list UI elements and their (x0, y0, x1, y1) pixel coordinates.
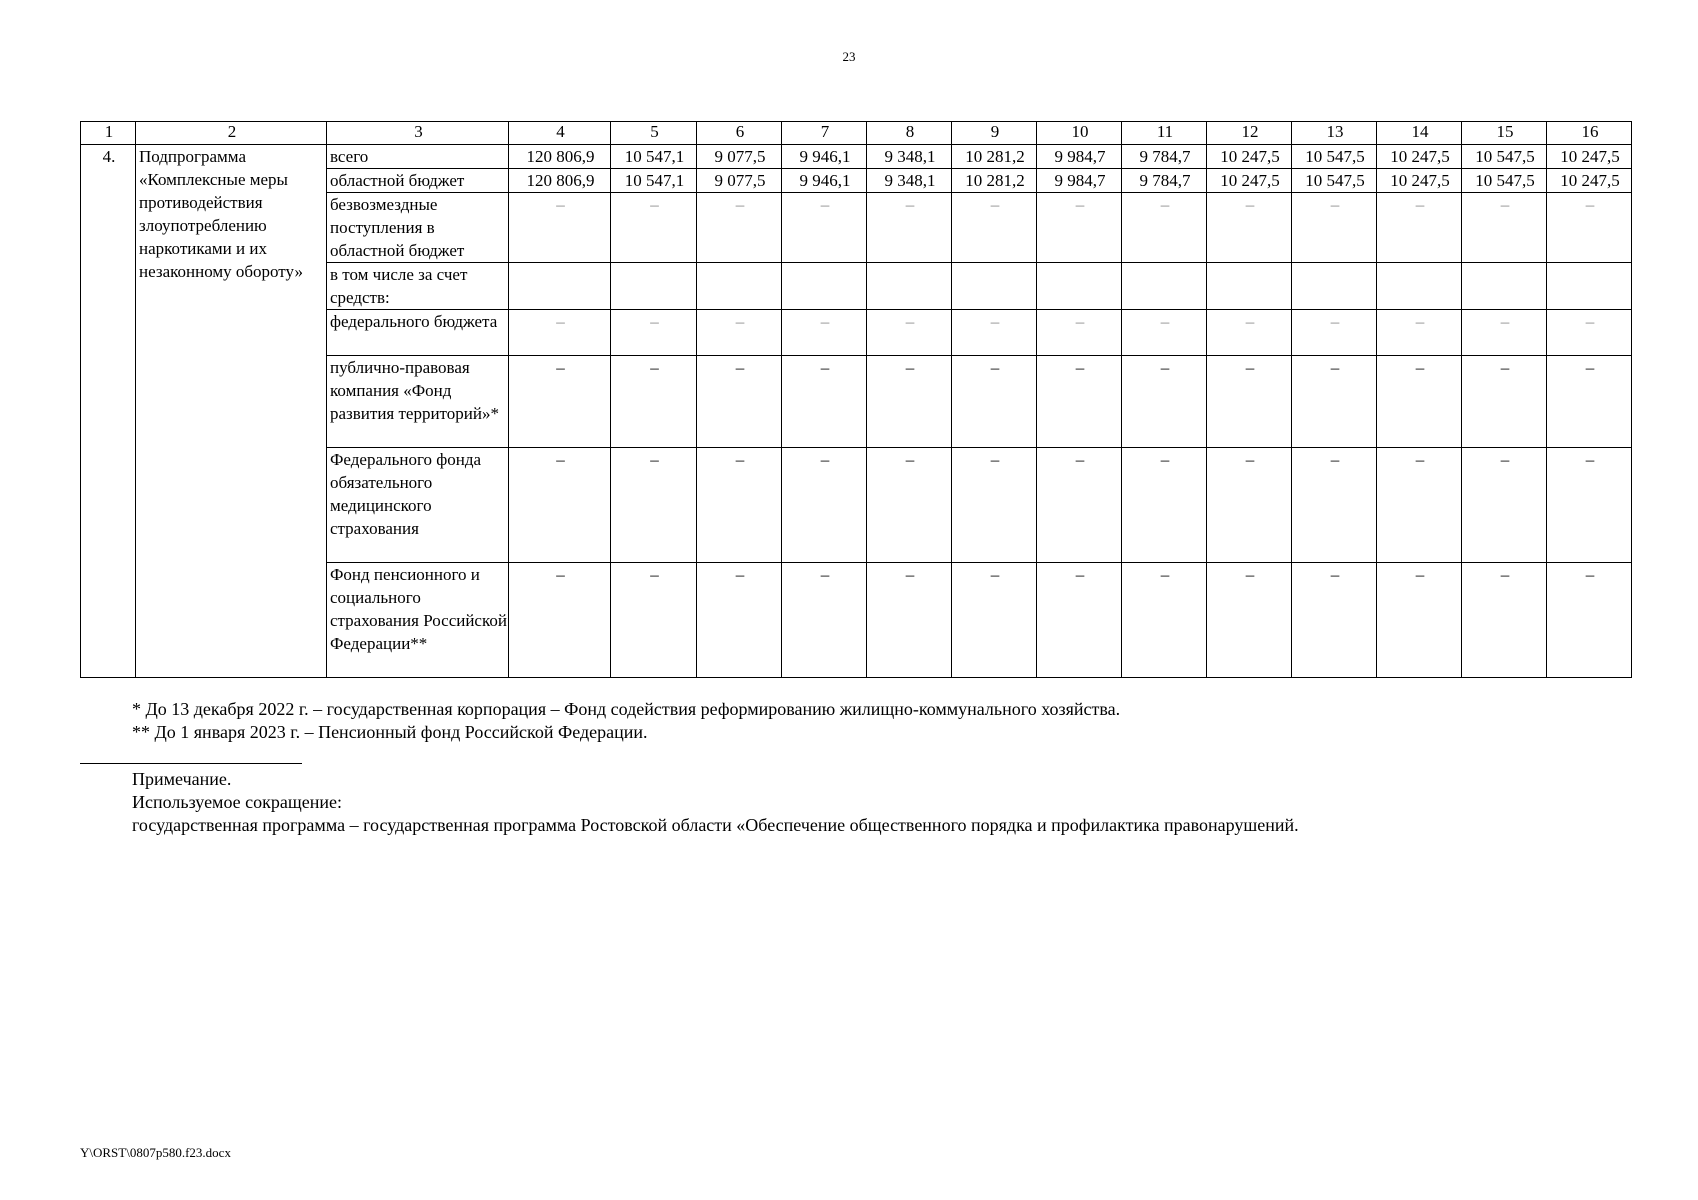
dash-cell: – (867, 356, 952, 448)
dash-cell: – (697, 356, 782, 448)
value-cell: 9 784,7 (1122, 145, 1207, 169)
value-cell: 10 247,5 (1207, 169, 1292, 193)
header-cell: 12 (1207, 122, 1292, 145)
value-cell: 9 784,7 (1122, 169, 1207, 193)
dash-cell: – (1547, 310, 1632, 356)
program-name: Подпрограмма «Комплексные меры противодействия злоупотреблению наркотиками и их незаконному обороту» (136, 145, 327, 678)
value-cell: 10 247,5 (1377, 169, 1462, 193)
empty-cell (952, 263, 1037, 310)
dash-cell: – (952, 310, 1037, 356)
dash-cell: – (867, 193, 952, 263)
dash-cell: – (782, 193, 867, 263)
dash-cell: – (1037, 448, 1122, 563)
header-cell: 4 (509, 122, 611, 145)
empty-cell (1037, 263, 1122, 310)
row-number: 4. (81, 145, 136, 678)
source-label: безвозмездные поступления в областной бюджет (327, 193, 509, 263)
dash-cell: – (1547, 356, 1632, 448)
dash-cell: – (867, 448, 952, 563)
table-row (81, 145, 1632, 169)
dash-cell: – (952, 356, 1037, 448)
empty-cell (1377, 263, 1462, 310)
footnote-1: * До 13 декабря 2022 г. – государственная корпорация – Фонд содействия реформированию жилищно-коммунального хозяйства. (132, 699, 1121, 719)
empty-cell (611, 263, 697, 310)
page-number: 23 (842, 49, 856, 64)
dash-cell: – (1292, 310, 1377, 356)
dash-cell: – (1292, 563, 1377, 678)
value-cell: 9 946,1 (782, 145, 867, 169)
dash-cell: – (509, 193, 611, 263)
empty-cell (509, 263, 611, 310)
value-cell: 9 348,1 (867, 145, 952, 169)
value-cell: 10 247,5 (1377, 145, 1462, 169)
note-text: государственная программа – государственная программа Ростовской области «Обеспечение общественного порядка и профилактика правонарушений. (132, 815, 1299, 835)
source-label: всего (327, 145, 509, 169)
source-label: Федерального фонда обязательного медицинского страхования (327, 448, 509, 563)
note-title: Примечание. (132, 769, 232, 789)
dash-cell: – (509, 563, 611, 678)
dash-cell: – (1207, 356, 1292, 448)
dash-cell: – (1122, 193, 1207, 263)
dash-cell: – (952, 563, 1037, 678)
empty-cell (1292, 263, 1377, 310)
source-label: в том числе за счет средств: (327, 263, 509, 310)
dash-cell: – (697, 448, 782, 563)
header-cell: 16 (1547, 122, 1632, 145)
dash-cell: – (1207, 448, 1292, 563)
empty-cell (1547, 263, 1632, 310)
dash-cell: – (1377, 310, 1462, 356)
value-cell: 10 547,5 (1292, 145, 1377, 169)
header-cell: 9 (952, 122, 1037, 145)
dash-cell: – (1292, 448, 1377, 563)
dash-cell: – (1462, 563, 1547, 678)
dash-cell: – (611, 563, 697, 678)
source-label: областной бюджет (327, 169, 509, 193)
value-cell: 10 281,2 (952, 169, 1037, 193)
dash-cell: – (1207, 193, 1292, 263)
dash-cell: – (611, 356, 697, 448)
value-cell: 10 247,5 (1547, 169, 1632, 193)
empty-cell (1207, 263, 1292, 310)
dash-cell: – (1122, 448, 1207, 563)
dash-cell: – (1122, 310, 1207, 356)
dash-cell: – (782, 356, 867, 448)
source-label: федерального бюджета (327, 310, 509, 356)
empty-cell (1462, 263, 1547, 310)
source-label: Фонд пенсионного и социального страхования Российской Федерации** (327, 563, 509, 678)
dash-cell: – (867, 563, 952, 678)
dash-cell: – (782, 563, 867, 678)
dash-cell: – (1037, 193, 1122, 263)
source-label: публично-правовая компания «Фонд развития территорий»* (327, 356, 509, 448)
value-cell: 10 281,2 (952, 145, 1037, 169)
empty-cell (697, 263, 782, 310)
dash-cell: – (611, 448, 697, 563)
note-subtitle: Используемое сокращение: (132, 792, 342, 812)
footnote-divider (80, 763, 302, 764)
empty-cell (782, 263, 867, 310)
empty-cell (867, 263, 952, 310)
dash-cell: – (1292, 356, 1377, 448)
value-cell: 9 946,1 (782, 169, 867, 193)
dash-cell: – (782, 310, 867, 356)
header-cell: 6 (697, 122, 782, 145)
dash-cell: – (1377, 448, 1462, 563)
dash-cell: – (1207, 563, 1292, 678)
dash-cell: – (952, 448, 1037, 563)
dash-cell: – (1462, 193, 1547, 263)
dash-cell: – (509, 356, 611, 448)
dash-cell: – (697, 193, 782, 263)
value-cell: 10 547,5 (1462, 145, 1547, 169)
dash-cell: – (867, 310, 952, 356)
header-cell: 14 (1377, 122, 1462, 145)
dash-cell: – (509, 448, 611, 563)
dash-cell: – (1122, 563, 1207, 678)
header-cell: 15 (1462, 122, 1547, 145)
dash-cell: – (1547, 563, 1632, 678)
footnote-2: ** До 1 января 2023 г. – Пенсионный фонд Российской Федерации. (132, 722, 648, 742)
value-cell: 10 547,5 (1292, 169, 1377, 193)
value-cell: 9 984,7 (1037, 145, 1122, 169)
dash-cell: – (611, 193, 697, 263)
dash-cell: – (697, 310, 782, 356)
dash-cell: – (1037, 356, 1122, 448)
dash-cell: – (1037, 563, 1122, 678)
financing-table (80, 121, 1632, 678)
dash-cell: – (1462, 448, 1547, 563)
dash-cell: – (952, 193, 1037, 263)
value-cell: 9 984,7 (1037, 169, 1122, 193)
value-cell: 10 247,5 (1207, 145, 1292, 169)
header-row (81, 122, 1632, 145)
header-cell: 10 (1037, 122, 1122, 145)
dash-cell: – (509, 310, 611, 356)
header-cell: 5 (611, 122, 697, 145)
value-cell: 120 806,9 (509, 145, 611, 169)
dash-cell: – (1547, 448, 1632, 563)
value-cell: 9 077,5 (697, 169, 782, 193)
dash-cell: – (782, 448, 867, 563)
header-cell: 11 (1122, 122, 1207, 145)
value-cell: 9 348,1 (867, 169, 952, 193)
dash-cell: – (1122, 356, 1207, 448)
header-cell: 8 (867, 122, 952, 145)
value-cell: 10 247,5 (1547, 145, 1632, 169)
dash-cell: – (1292, 193, 1377, 263)
dash-cell: – (1377, 563, 1462, 678)
value-cell: 10 547,1 (611, 169, 697, 193)
header-cell: 7 (782, 122, 867, 145)
header-cell: 2 (136, 122, 327, 145)
value-cell: 10 547,5 (1462, 169, 1547, 193)
dash-cell: – (1462, 310, 1547, 356)
dash-cell: – (1377, 356, 1462, 448)
empty-cell (1122, 263, 1207, 310)
dash-cell: – (1547, 193, 1632, 263)
dash-cell: – (697, 563, 782, 678)
header-cell: 3 (327, 122, 509, 145)
header-cell: 1 (81, 122, 136, 145)
dash-cell: – (1207, 310, 1292, 356)
file-path: Y\ORST\0807p580.f23.docx (80, 1145, 231, 1160)
dash-cell: – (1037, 310, 1122, 356)
header-cell: 13 (1292, 122, 1377, 145)
value-cell: 10 547,1 (611, 145, 697, 169)
value-cell: 120 806,9 (509, 169, 611, 193)
value-cell: 9 077,5 (697, 145, 782, 169)
dash-cell: – (1462, 356, 1547, 448)
dash-cell: – (611, 310, 697, 356)
dash-cell: – (1377, 193, 1462, 263)
